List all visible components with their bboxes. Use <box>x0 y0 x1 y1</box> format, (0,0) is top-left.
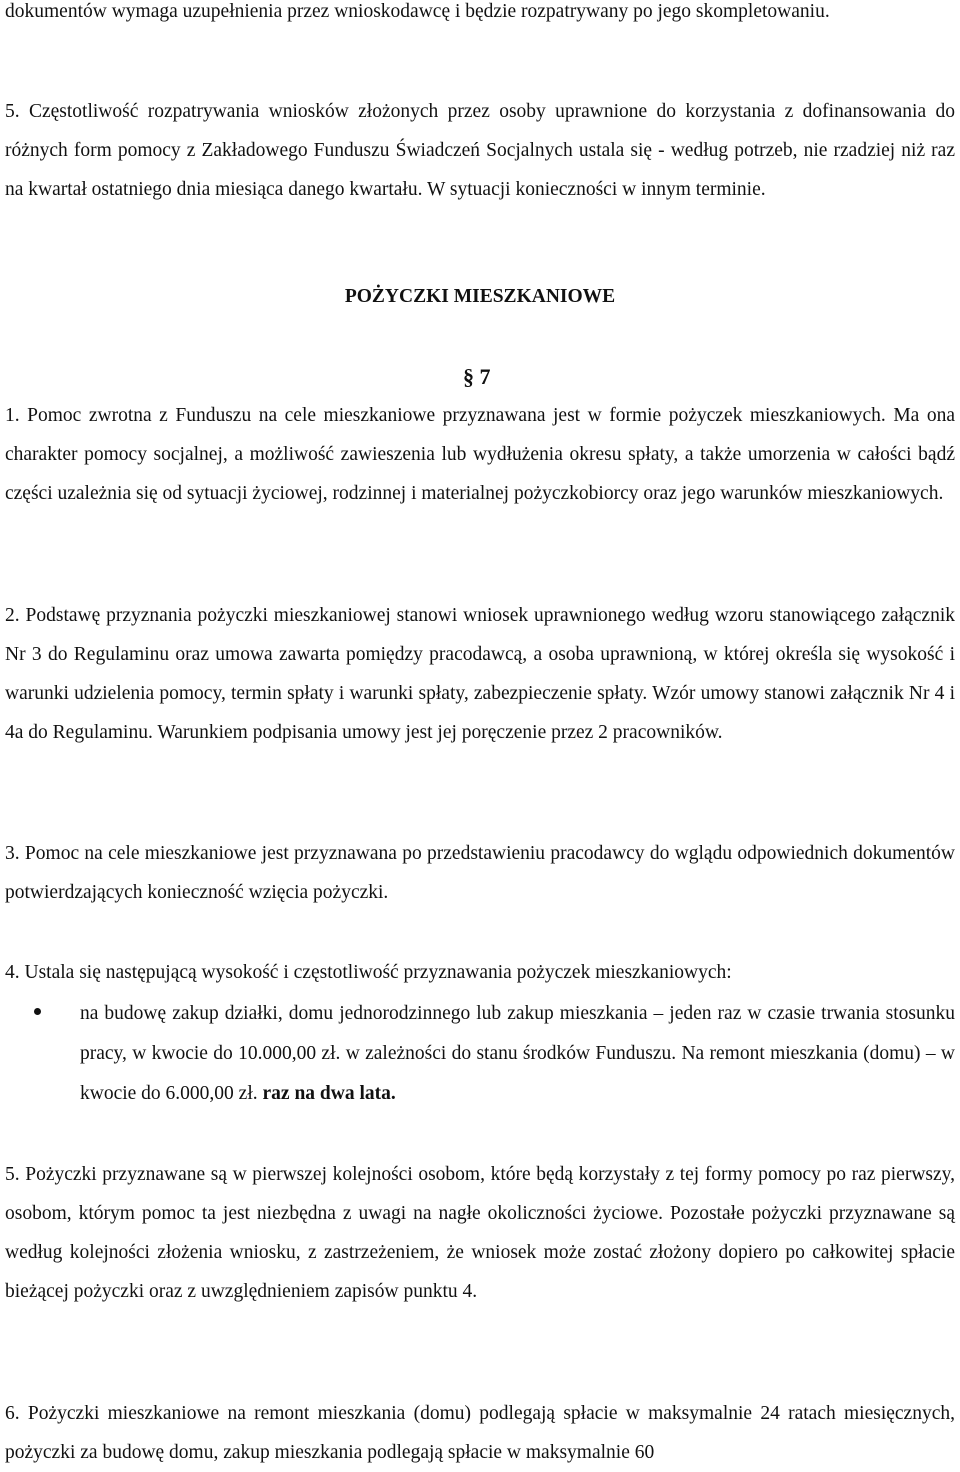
bullet-text <box>80 994 955 1114</box>
bullet-text-bold: raz na dwa lata. <box>262 1083 396 1104</box>
item-3: 3. Pomoc na cele mieszkaniowe jest przyznawana po przedstawieniu pracodawcy do wglądu odpowiednich dokumentów potwierdzających konieczność wzięcia pożyczki. <box>5 843 955 903</box>
item-1: 1. Pomoc zwrotna z Funduszu na cele mieszkaniowe przyznawana jest w formie pożyczek mieszkaniowych. Ma ona charakter pomocy socjalnej, a możliwość zawieszenia lub wydłużenia okresu spłaty, a także umorzenia w całości bądź części uzależnia się od sytuacji życiowej, rodzinnej i materialnej pożyczkobiorcy oraz jego warunków mieszkaniowych. <box>5 405 955 504</box>
section-number: § 7 <box>463 364 491 389</box>
section-heading: POŻYCZKI MIESZKANIOWE <box>344 286 616 307</box>
item-4: 4. Ustala się następującą wysokość i częstotliwość przyznawania pożyczek mieszkaniowych: <box>5 962 732 983</box>
item-5: 5. Pożyczki przyznawane są w pierwszej kolejności osobom, które będą korzystały z tej formy pomocy po raz pierwszy, osobom, którym pomoc ta jest niezbędna z uwagi na nagłe okoliczności życiowe. Pozostałe pożyczki przyznawane są według kolejności złożenia wniosku, z zastrzeżeniem, że wniosek może zostać złożony dopiero po całkowitej spłacie bieżącej pożyczki oraz z uwzględnieniem zapisów punktu 4. <box>5 1164 955 1302</box>
bullet-icon <box>34 1008 41 1015</box>
paragraph-continuation: dokumentów wymaga uzupełnienia przez wnioskodawcę i będzie rozpatrywany po jego skompletowaniu. <box>5 1 830 22</box>
bullet-text-regular: na budowę zakup działki, domu jednorodzinnego lub zakup mieszkania – jeden raz w czasie trwania stosunku pracy, w kwocie do 10.000,00 zł. w zależności do stanu środków Funduszu. Na remont mieszkania (domu) – w kwocie do 6.000,00 zł. <box>80 1003 955 1104</box>
paragraph-5-frequency: 5. Częstotliwość rozpatrywania wniosków złożonych przez osoby uprawnione do korzystania z dofinansowania do różnych form pomocy z Zakładowego Funduszu Świadczeń Socjalnych ustala się - według potrzeb, nie rzadziej niż raz na kwartał ostatniego dnia miesiąca danego kwartału. W sytuacji konieczności w innym terminie. <box>5 101 955 200</box>
item-2: 2. Podstawę przyznania pożyczki mieszkaniowej stanowi wniosek uprawnionego według wzoru stanowiącego załącznik Nr 3 do Regulaminu oraz umowa zawarta pomiędzy pracodawcą, a osoba uprawnioną, w której określa się wysokość i warunki udzielenia pomocy, termin spłaty i warunki spłaty, zabezpieczenie spłaty. Wzór umowy stanowi załącznik Nr 4 i 4a do Regulaminu. Warunkiem podpisania umowy jest jej poręczenie przez 2 pracowników. <box>5 605 955 743</box>
item-6: 6. Pożyczki mieszkaniowe na remont mieszkania (domu) podlegają spłacie w maksymalnie 24 ratach miesięcznych, pożyczki za budowę domu, zakup mieszkania podlegają spłacie w maksymalnie 60 <box>5 1403 955 1463</box>
